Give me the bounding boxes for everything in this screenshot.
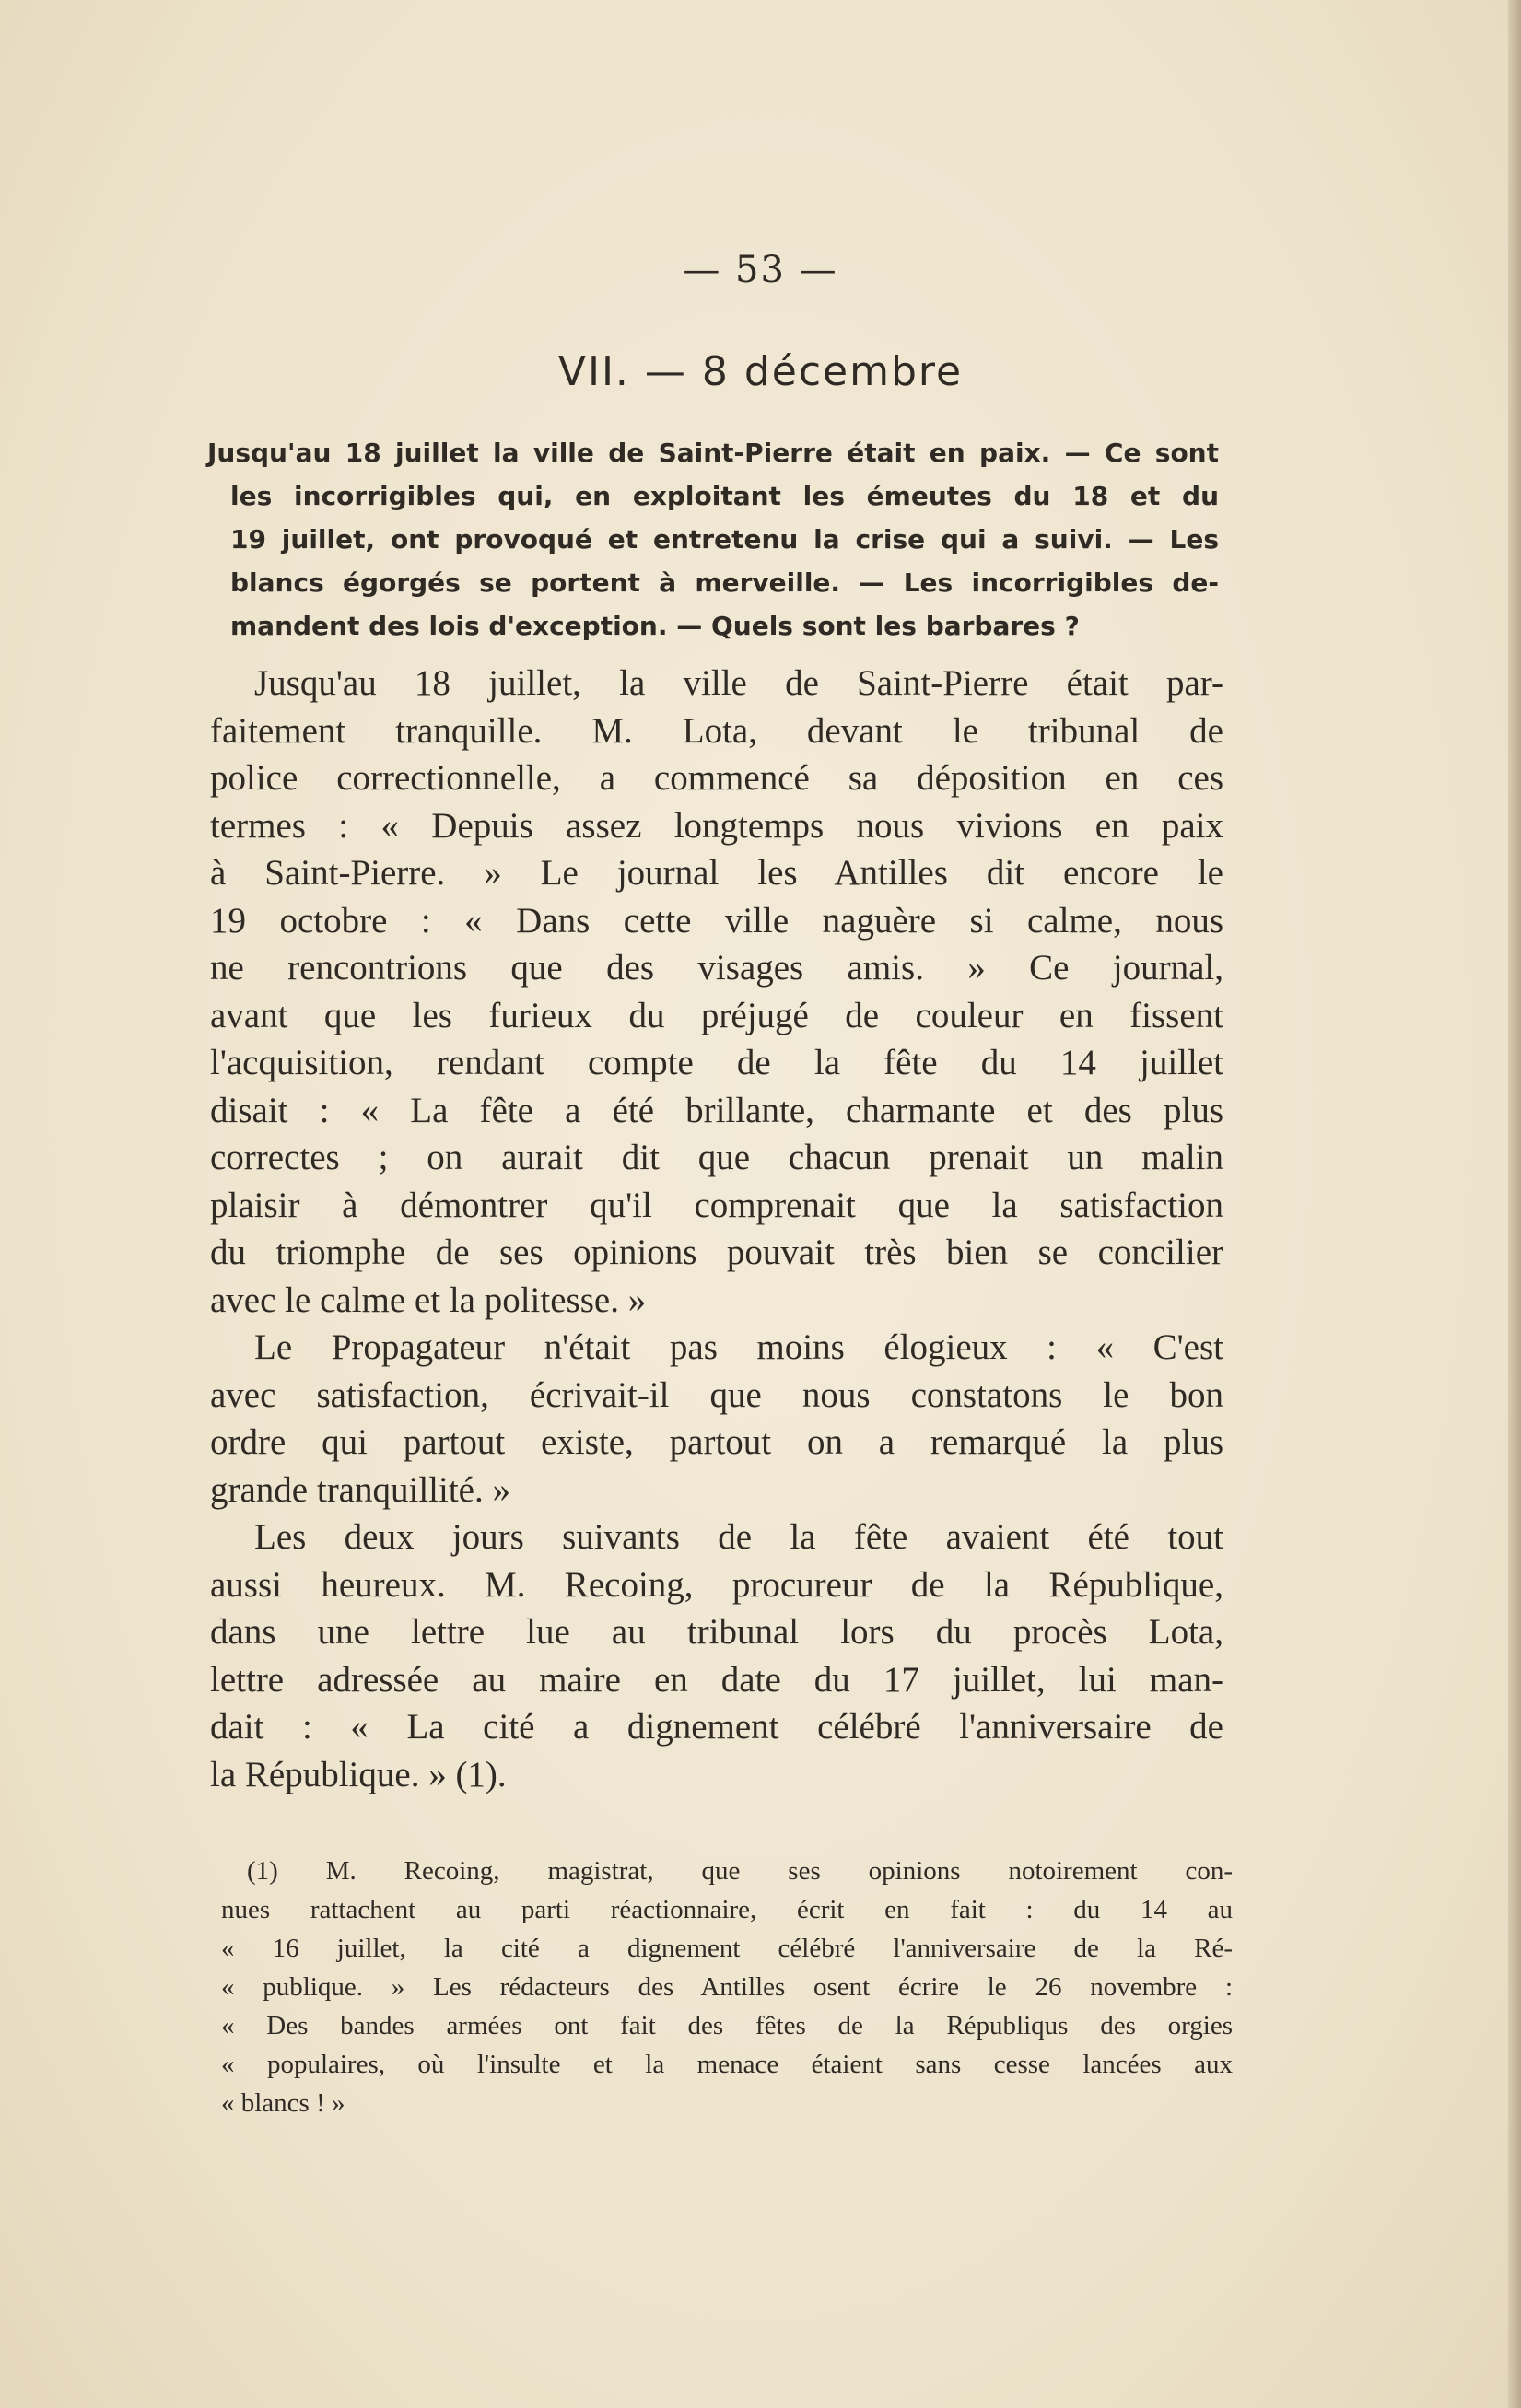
body-line: à Saint-Pierre. » Le journal les Antilles dit encore le <box>210 853 1223 893</box>
body-line: correctes ; on aurait dit que chacun prenait un malin <box>210 1138 1223 1177</box>
footnote-line: « 16 juillet, la cité a dignement célébré l'anniversaire de la Ré- <box>221 1934 1233 1963</box>
body-line: la République. » (1). <box>210 1754 507 1794</box>
chapter-summary <box>207 431 1219 648</box>
body-line: police correctionnelle, a commencé sa déposition en ces <box>210 758 1223 798</box>
body-line: dait : « La cité a dignement célébré l'anniversaire de <box>210 1707 1223 1747</box>
body-line: 19 octobre : « Dans cette ville naguère si calme, nous <box>210 900 1223 941</box>
body-line: termes : « Depuis assez longtemps nous vivions en paix <box>210 805 1223 846</box>
summary-line: mandent des lois d'exception. — Quels sont les barbares ? <box>230 611 1080 641</box>
body-line: aussi heureux. M. Recoing, procureur de la République, <box>210 1564 1223 1605</box>
body-line: plaisir à démontrer qu'il comprenait que la satisfaction <box>210 1185 1223 1225</box>
summary-line: 19 juillet, ont provoqué et entretenu la crise qui a suivi. — Les <box>230 524 1219 555</box>
footnote-line: « blancs ! » <box>221 2088 345 2118</box>
body-line: Le Propagateur n'était pas moins élogieux : « C'est <box>254 1327 1223 1367</box>
body-line: ordre qui partout existe, partout on a remarqué la plus <box>210 1422 1223 1462</box>
body-text <box>210 660 1223 1798</box>
body-line: avec satisfaction, écrivait-il que nous constatons le bon <box>210 1374 1223 1415</box>
body-line: dans une lettre lue au tribunal lors du procès Lota, <box>210 1612 1223 1652</box>
body-line: disait : « La fête a été brillante, charmante et des plus <box>210 1090 1223 1130</box>
body-line: grande tranquillité. » <box>210 1469 510 1510</box>
footnote <box>221 1852 1233 2122</box>
body-line: faitement tranquille. M. Lota, devant le tribunal de <box>210 710 1223 751</box>
body-line: l'acquisition, rendant compte de la fête du 14 juillet <box>210 1043 1223 1082</box>
body-line: du triomphe de ses opinions pouvait très bien se concilier <box>210 1233 1223 1272</box>
summary-line: blancs égorgés se portent à merveille. — Les incorrigibles de- <box>230 567 1219 598</box>
chapter-title: VII. — 8 décembre <box>557 348 964 395</box>
summary-line: les incorrigibles qui, en exploitant les émeutes du 18 et du <box>230 481 1219 511</box>
footnote-line: nues rattachent au parti réactionnaire, écrit en fait : du 14 au <box>221 1895 1233 1924</box>
footnote-line: « populaires, où l'insulte et la menace étaient sans cesse lancées aux <box>221 2050 1233 2079</box>
body-line: ne rencontrions que des visages amis. » Ce journal, <box>210 948 1223 988</box>
footnote-line: (1) M. Recoing, magistrat, que ses opinions notoirement con- <box>247 1856 1233 1886</box>
summary-line: Jusqu'au 18 juillet la ville de Saint-Pierre était en paix. — Ce sont <box>207 438 1219 468</box>
body-line: avant que les furieux du préjugé de couleur en fissent <box>210 995 1223 1035</box>
body-line: lettre adressée au maire en date du 17 juillet, lui man- <box>210 1659 1223 1700</box>
page-number: — 53 — <box>683 249 838 291</box>
footnote-line: « Des bandes armées ont fait des fêtes de la Républiqus des orgies <box>221 2011 1233 2040</box>
body-line: Les deux jours suivants de la fête avaient été tout <box>254 1517 1223 1557</box>
body-line: Jusqu'au 18 juillet, la ville de Saint-Pierre était par- <box>254 663 1223 703</box>
footnote-line: « publique. » Les rédacteurs des Antilles osent écrire le 26 novembre : <box>221 1972 1233 2002</box>
body-line: avec le calme et la politesse. » <box>210 1280 647 1320</box>
